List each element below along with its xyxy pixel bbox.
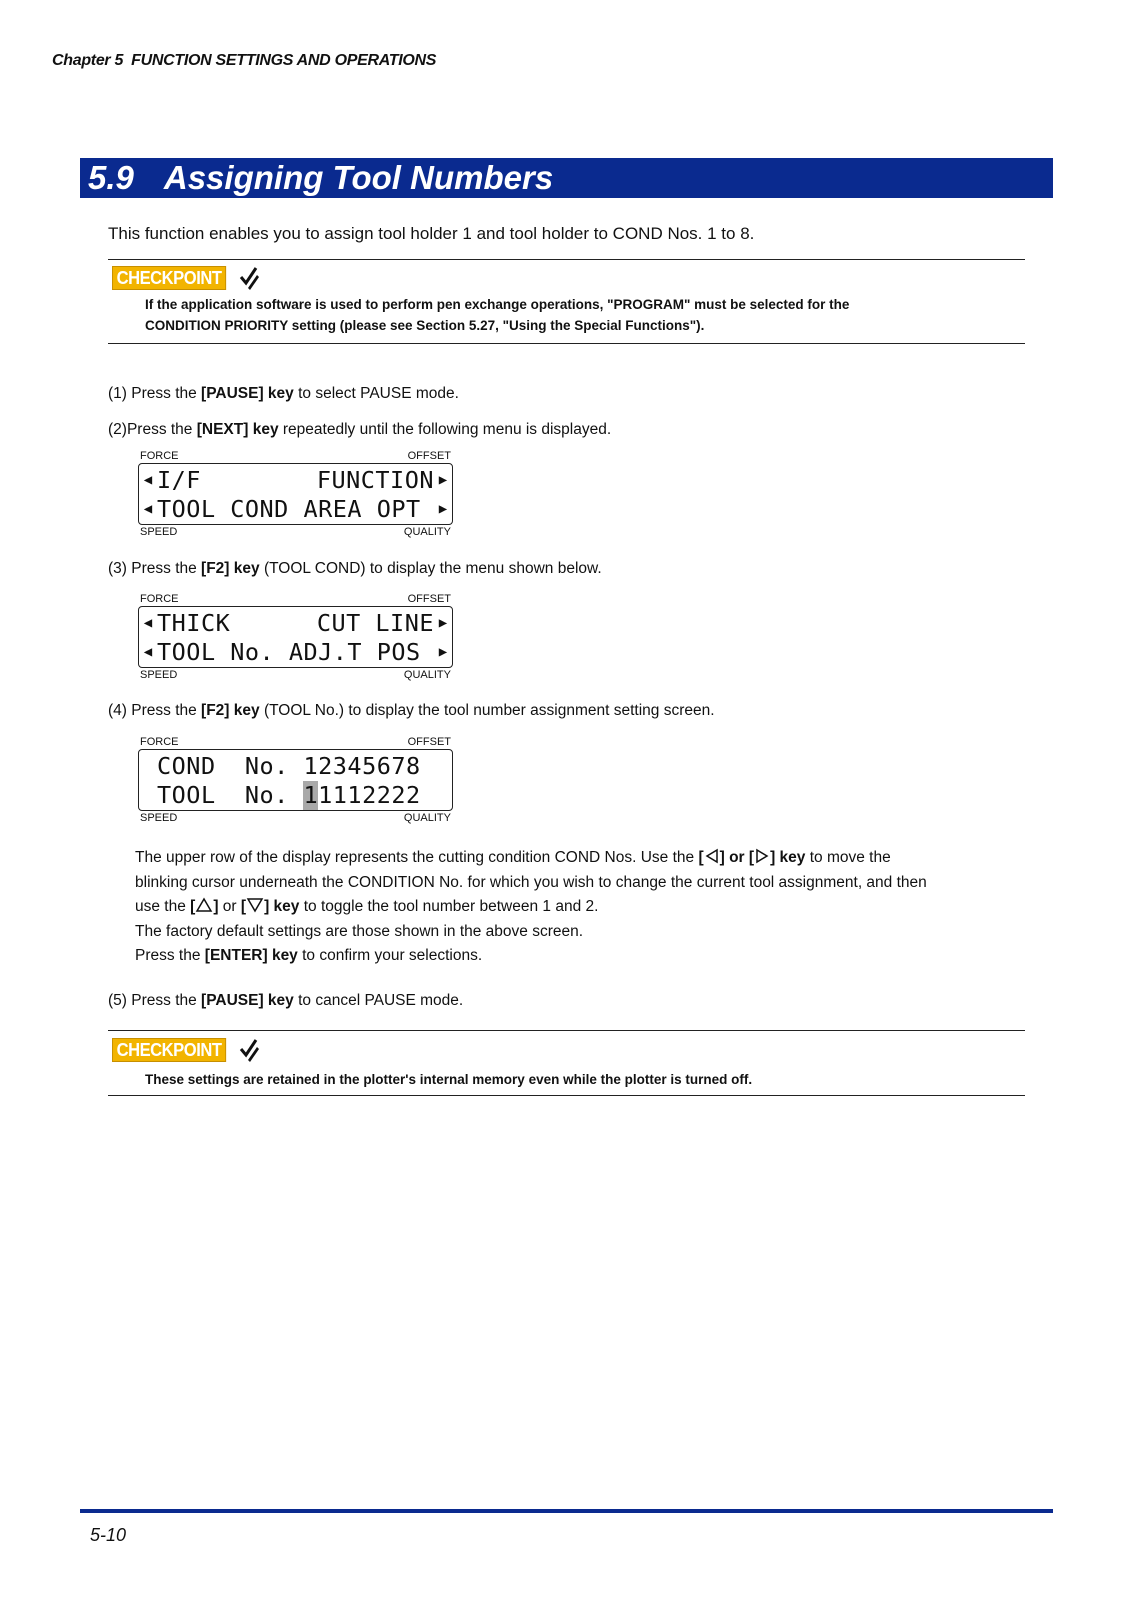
force-label: FORCE — [140, 593, 179, 605]
lcd-row — [139, 638, 452, 667]
footer-rule — [80, 1509, 1053, 1513]
force-label: FORCE — [140, 736, 179, 748]
lcd-text: TOOL COND AREA OPT — [157, 495, 421, 523]
divider — [108, 259, 1025, 260]
right-arrow-icon: ▶ — [438, 472, 448, 488]
step-text: Press the — [131, 385, 202, 402]
right-arrow-icon: ▶ — [438, 501, 448, 517]
lcd-row — [139, 609, 452, 638]
lcd-bottom-labels — [138, 811, 453, 825]
step-number: (5) — [108, 992, 127, 1009]
explanation — [135, 846, 1035, 969]
divider — [108, 1030, 1025, 1031]
lcd-row — [139, 495, 452, 524]
explanation-line: use the [ ] or [ ] key to toggle the tool number between 1 and 2. — [135, 898, 599, 915]
step-number: (4) — [108, 702, 127, 719]
step-2 — [108, 421, 611, 439]
right-arrow-icon: ▶ — [438, 644, 448, 660]
step-number: (2) — [108, 421, 127, 438]
step-4 — [108, 702, 715, 720]
step-number: (3) — [108, 560, 127, 577]
lcd-display — [138, 749, 453, 811]
lcd-display — [138, 606, 453, 668]
lcd-text: FUNCTION — [316, 466, 434, 494]
quality-label: QUALITY — [403, 812, 451, 824]
key-name: [PAUSE] key — [201, 385, 294, 402]
divider — [108, 343, 1025, 344]
triangle-left-icon — [704, 848, 720, 864]
lcd-top-labels — [138, 592, 453, 606]
lcd-row — [139, 466, 452, 495]
intro-text: This function enables you to assign tool holder 1 and tool holder to COND Nos. 1 to 8. — [108, 224, 755, 243]
step-3 — [108, 560, 602, 578]
lcd-text: CUT LINE — [316, 609, 434, 637]
checkpoint-note: These settings are retained in the plotter's internal memory even while the plotter is turned off. — [145, 1072, 753, 1087]
section-number: 5.9 — [88, 159, 134, 196]
step-text: (TOOL No.) to display the tool number assignment setting screen. — [259, 702, 715, 719]
lcd-text: TOOL No. ADJ.T POS — [157, 638, 421, 666]
lcd-text: THICK — [157, 609, 231, 637]
lcd-text: COND No. 12345678 — [157, 752, 421, 780]
step-text: to select PAUSE mode. — [293, 385, 459, 402]
step-text: Press the — [126, 421, 197, 438]
step-1 — [108, 385, 459, 403]
lcd-top-labels — [138, 449, 453, 463]
right-arrow-icon: ▶ — [438, 615, 448, 631]
pencil-check-icon — [238, 1037, 260, 1063]
key-name: [F2] key — [201, 560, 260, 577]
key-name: [PAUSE] key — [201, 992, 294, 1009]
quality-label: QUALITY — [403, 669, 451, 681]
left-arrow-icon: ◀ — [143, 501, 153, 517]
checkpoint-note-line: If the application software is used to perform pen exchange operations, "PROGRAM" must be selected for the — [145, 297, 850, 312]
pencil-check-icon — [238, 265, 260, 291]
divider — [108, 1095, 1025, 1096]
checkpoint-label: CHECKPOINT — [112, 1038, 226, 1062]
offset-label: OFFSET — [407, 450, 451, 462]
lcd-bottom-labels — [138, 668, 453, 682]
speed-label: SPEED — [140, 812, 178, 824]
lcd-text: I/F — [157, 466, 201, 494]
checkpoint-note — [145, 294, 849, 336]
lcd-row — [139, 752, 452, 781]
left-arrow-icon: ◀ — [143, 615, 153, 631]
key-name: [NEXT] key — [196, 421, 279, 438]
left-arrow-icon: ◀ — [143, 644, 153, 660]
left-arrow-icon: ◀ — [143, 472, 153, 488]
chapter-header — [52, 52, 444, 70]
chapter-label: Chapter 5 — [52, 52, 124, 69]
step-text: (TOOL COND) to display the menu shown below. — [259, 560, 602, 577]
checkpoint-note-line: CONDITION PRIORITY setting (please see Section 5.27, "Using the Special Functions"). — [145, 318, 705, 333]
lcd-row — [139, 781, 452, 810]
triangle-up-icon — [195, 897, 213, 913]
lcd-panel — [138, 449, 453, 539]
lcd-panel — [138, 735, 453, 825]
quality-label: QUALITY — [403, 526, 451, 538]
step-text: Press the — [131, 992, 202, 1009]
step-text: repeatedly until the following menu is displayed. — [278, 421, 612, 438]
step-text: Press the — [131, 560, 202, 577]
explanation-line: Press the [ENTER] key to confirm your selections. — [135, 947, 483, 964]
force-label: FORCE — [140, 450, 179, 462]
section-title: Assigning Tool Numbers — [163, 159, 554, 196]
triangle-right-icon — [754, 848, 770, 864]
lcd-panel — [138, 592, 453, 682]
triangle-down-icon — [246, 897, 264, 913]
lcd-bottom-labels — [138, 525, 453, 539]
explanation-line: The upper row of the display represents the cutting condition COND Nos. Use the [ ] or [ ] key to move the — [135, 849, 891, 866]
speed-label: SPEED — [140, 669, 178, 681]
lcd-text: 1112222 — [318, 781, 421, 809]
blinking-cursor: 1 — [303, 781, 319, 809]
step-text: to cancel PAUSE mode. — [293, 992, 464, 1009]
explanation-line: The factory default settings are those shown in the above screen. — [135, 922, 584, 940]
checkpoint-badge — [112, 1037, 260, 1063]
offset-label: OFFSET — [407, 736, 451, 748]
key-name: [F2] key — [201, 702, 260, 719]
section-title-bar — [80, 158, 1053, 198]
step-text: Press the — [131, 702, 202, 719]
page-number: 5-10 — [90, 1525, 127, 1545]
speed-label: SPEED — [140, 526, 178, 538]
lcd-top-labels — [138, 735, 453, 749]
step-5 — [108, 992, 463, 1010]
explanation-line: blinking cursor underneath the CONDITION No. for which you wish to change the current tool assignment, and then — [135, 873, 927, 891]
lcd-text: TOOL No. — [157, 781, 304, 809]
checkpoint-badge — [112, 265, 260, 291]
offset-label: OFFSET — [407, 593, 451, 605]
step-number: (1) — [108, 385, 127, 402]
checkpoint-label: CHECKPOINT — [112, 266, 226, 290]
lcd-display — [138, 463, 453, 525]
chapter-title: FUNCTION SETTINGS AND OPERATIONS — [131, 52, 437, 69]
